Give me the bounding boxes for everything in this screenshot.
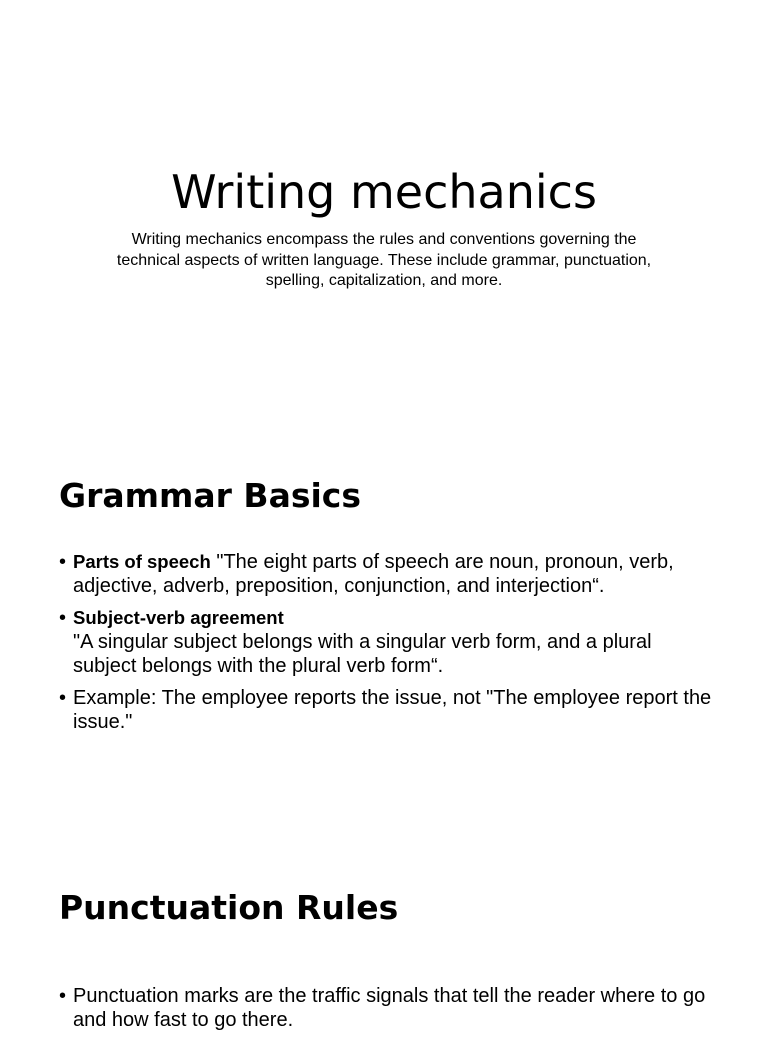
item-text: "The eight parts of speech are noun, pronoun, verb, adjective, adverb, preposition, conjunction, and interjection“. [73, 551, 674, 597]
list-item [59, 984, 719, 1032]
bullet-icon: • [59, 985, 67, 1007]
bullet-icon: • [59, 607, 67, 629]
punctuation-rules-list [59, 984, 719, 1040]
section-heading-punctuation-rules: Punctuation Rules [59, 888, 399, 927]
item-text: Punctuation marks are the traffic signals that tell the reader where to go and how fast to go there. [73, 985, 706, 1031]
page-title: Writing mechanics [171, 165, 597, 219]
list-item [59, 606, 719, 678]
list-item [59, 686, 719, 734]
list-item [59, 550, 719, 598]
grammar-basics-list [59, 550, 719, 742]
bullet-icon: • [59, 551, 67, 573]
item-text: "A singular subject belongs with a singular verb form, and a plural subject belongs with the plural verb form“. [73, 631, 652, 677]
term-subject-verb-agreement: Subject-verb agreement [73, 607, 284, 628]
section-heading-grammar-basics: Grammar Basics [59, 476, 362, 515]
bullet-icon: • [59, 687, 67, 709]
page-subtitle: Writing mechanics encompass the rules and conventions governing the technical aspects of written language. These include grammar, punctuation, spelling, capitalization, and more. [116, 231, 652, 289]
term-parts-of-speech: Parts of speech [73, 551, 211, 572]
item-text: Example: The employee reports the issue, not "The employee report the issue." [73, 687, 712, 733]
